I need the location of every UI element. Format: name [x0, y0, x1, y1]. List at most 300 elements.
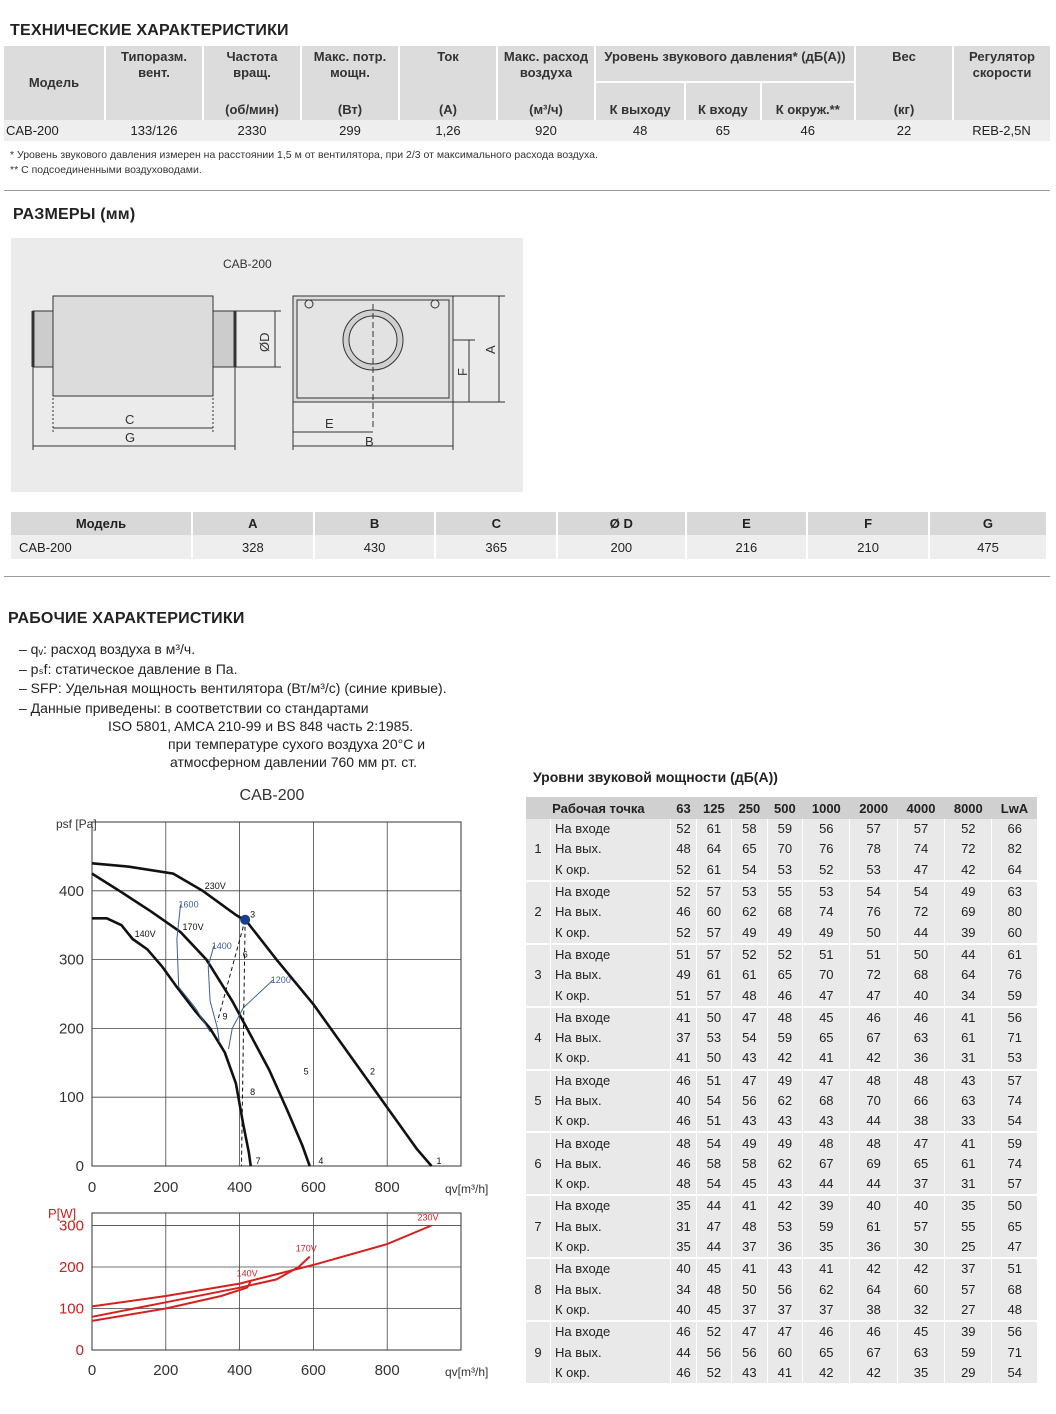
- table-row: [526, 1048, 1037, 1069]
- row-label: К окр.: [551, 860, 671, 881]
- spec-noise-out: 48: [595, 120, 685, 141]
- series-label: 140V: [134, 928, 156, 939]
- spec-h-weight: Вес: [855, 46, 953, 82]
- sound-value: 54: [732, 860, 768, 881]
- spec-h-current-unit: (А): [399, 82, 497, 120]
- sound-value: 40: [850, 1195, 897, 1216]
- spec-h-model: Модель: [4, 46, 105, 120]
- spec-h-size-unit: [105, 82, 203, 120]
- sound-value: 50: [732, 1280, 768, 1300]
- sound-value: 44: [850, 1174, 897, 1195]
- row-label: На входе: [551, 1132, 671, 1153]
- point-label: 5: [303, 1066, 309, 1077]
- perf-standards: ISO 5801, AMCA 210-99 и BS 848 часть 2:1985.: [108, 718, 414, 734]
- sound-value: 49: [732, 1132, 768, 1153]
- table-row: [526, 839, 1037, 859]
- spec-h-size: Типоразм. вент.: [105, 46, 203, 82]
- point-label: 1: [436, 1156, 442, 1166]
- spec-h-current: Ток: [399, 46, 497, 82]
- dim-h-2: B: [314, 512, 436, 535]
- x-axis-label: qv[m³/h]: [445, 1365, 489, 1379]
- row-label: На входе: [551, 1007, 671, 1028]
- x-tick-label: 0: [87, 1179, 97, 1196]
- sound-value: 57: [696, 985, 732, 1006]
- dim-letter-d: ØD: [257, 332, 272, 352]
- row-label: На входе: [551, 944, 671, 965]
- sound-value: 58: [732, 1154, 768, 1174]
- sound-value: 82: [992, 839, 1037, 859]
- row-label: На входе: [551, 1258, 671, 1279]
- table-row: [526, 1321, 1037, 1342]
- perf-line-1: – pₛf: статическое давление в Па.: [19, 660, 238, 677]
- row-label: На вых.: [551, 1154, 671, 1174]
- sound-value: 57: [945, 1280, 992, 1300]
- sound-header-8: 8000: [945, 797, 992, 819]
- sound-value: 48: [732, 985, 768, 1006]
- sound-value: 72: [945, 839, 992, 859]
- sound-value: 47: [696, 1217, 732, 1237]
- sound-value: 64: [696, 839, 732, 859]
- sound-value: 47: [767, 1321, 803, 1342]
- sound-value: 52: [696, 1321, 732, 1342]
- sound-value: 66: [992, 819, 1037, 839]
- operating-point: 7: [526, 1195, 551, 1258]
- dim-h-5: E: [686, 512, 808, 535]
- sound-value: 34: [671, 1280, 696, 1300]
- sound-value: 74: [897, 839, 944, 859]
- sound-value: 43: [732, 1111, 768, 1132]
- sound-value: 52: [803, 860, 850, 881]
- row-label: К окр.: [551, 1048, 671, 1069]
- dim-v-3: 365: [435, 535, 557, 559]
- x-tick-label: 400: [227, 1179, 253, 1196]
- y-tick-label: 300: [58, 1217, 84, 1235]
- sound-value: 71: [992, 1342, 1037, 1362]
- sound-value: 35: [945, 1195, 992, 1216]
- sound-value: 53: [850, 860, 897, 881]
- sound-value: 41: [945, 1132, 992, 1153]
- spec-size: 133/126: [105, 120, 203, 141]
- row-label: На вых.: [551, 902, 671, 922]
- sound-value: 47: [732, 1007, 768, 1028]
- y-tick-label: 0: [75, 1158, 84, 1175]
- perf-cond-2: атмосферном давлении 760 мм рт. ст.: [170, 754, 417, 770]
- sound-value: 67: [850, 1342, 897, 1362]
- sound-value: 41: [767, 1363, 803, 1384]
- sound-header-3: 250: [732, 797, 768, 819]
- sound-value: 76: [992, 965, 1037, 985]
- row-label: К окр.: [551, 1300, 671, 1321]
- sound-value: 54: [850, 881, 897, 902]
- operating-point: 2: [526, 881, 551, 944]
- sound-value: 44: [696, 1195, 732, 1216]
- sound-value: 63: [945, 1091, 992, 1111]
- sound-value: 57: [696, 944, 732, 965]
- sound-value: 43: [732, 1363, 768, 1384]
- dim-h-0: Модель: [11, 512, 192, 535]
- dim-letter-g: G: [125, 430, 136, 445]
- x-tick-label: 600: [300, 1179, 326, 1196]
- sound-value: 64: [992, 860, 1037, 881]
- sound-value: 56: [803, 819, 850, 839]
- sound-value: 55: [945, 1217, 992, 1237]
- sound-value: 57: [897, 1217, 944, 1237]
- operating-point: 5: [526, 1070, 551, 1133]
- table-row: [526, 985, 1037, 1006]
- sound-value: 70: [850, 1091, 897, 1111]
- spec-weight: 22: [855, 120, 953, 141]
- operating-point: 4: [526, 1007, 551, 1070]
- spec-h-regulator: Регулятор скорости: [953, 46, 1050, 120]
- row-label: На входе: [551, 1195, 671, 1216]
- sound-value: 43: [803, 1111, 850, 1132]
- sound-value: 47: [897, 1132, 944, 1153]
- x-tick-label: 0: [87, 1362, 97, 1379]
- sound-value: 54: [696, 1174, 732, 1195]
- x-tick-label: 200: [153, 1362, 179, 1379]
- sound-value: 50: [897, 944, 944, 965]
- spec-h-noise-env: К окруж.**: [761, 82, 856, 120]
- spec-model: CAB-200: [4, 120, 105, 141]
- sound-value: 25: [945, 1237, 992, 1258]
- sound-value: 48: [850, 1070, 897, 1091]
- y-axis-label: psf [Pa]: [56, 817, 97, 831]
- sound-value: 37: [767, 1300, 803, 1321]
- sound-value: 52: [671, 881, 696, 902]
- sound-value: 52: [671, 860, 696, 881]
- sound-value: 38: [897, 1111, 944, 1132]
- sound-value: 46: [897, 1007, 944, 1028]
- sound-value: 46: [671, 1321, 696, 1342]
- table-row: [526, 944, 1037, 965]
- sound-value: 57: [850, 819, 897, 839]
- x-tick-label: 600: [300, 1362, 326, 1379]
- sound-value: 46: [850, 1321, 897, 1342]
- sound-value: 68: [803, 1091, 850, 1111]
- series-label: 170V: [182, 922, 204, 933]
- sound-value: 57: [696, 881, 732, 902]
- table-row: [526, 1300, 1037, 1321]
- sound-value: 67: [850, 1028, 897, 1048]
- row-label: На вых.: [551, 1280, 671, 1300]
- sound-value: 47: [897, 860, 944, 881]
- sound-value: 53: [992, 1048, 1037, 1069]
- series-label: 170V: [295, 1243, 317, 1254]
- sound-value: 61: [696, 965, 732, 985]
- sound-value: 53: [767, 1217, 803, 1237]
- table-row: [526, 860, 1037, 881]
- perf-line-0: – qᵥ: расход воздуха в м³/ч.: [19, 641, 196, 657]
- sound-value: 41: [803, 1258, 850, 1279]
- sound-value: 48: [671, 1174, 696, 1195]
- sound-value: 53: [732, 881, 768, 902]
- row-label: На вых.: [551, 1217, 671, 1237]
- sound-value: 35: [671, 1195, 696, 1216]
- sound-value: 46: [767, 985, 803, 1006]
- sound-value: 35: [671, 1237, 696, 1258]
- sound-value: 45: [696, 1258, 732, 1279]
- table-row: [526, 1237, 1037, 1258]
- plot-frame: [92, 1213, 461, 1350]
- sound-value: 37: [732, 1237, 768, 1258]
- sound-value: 46: [671, 1363, 696, 1384]
- spec-h-noise-in: К входу: [685, 82, 760, 120]
- row-label: К окр.: [551, 1174, 671, 1195]
- sound-value: 61: [992, 944, 1037, 965]
- sound-value: 59: [945, 1342, 992, 1362]
- row-label: На вых.: [551, 965, 671, 985]
- sound-value: 72: [897, 902, 944, 922]
- pressure-curve: [92, 863, 432, 1166]
- sound-value: 62: [803, 1280, 850, 1300]
- dim-h-6: F: [807, 512, 929, 535]
- sound-value: 65: [897, 1154, 944, 1174]
- series-label: 230V: [204, 880, 226, 891]
- sound-value: 40: [671, 1300, 696, 1321]
- operating-point-marker: [240, 915, 250, 925]
- sound-value: 39: [945, 1321, 992, 1342]
- dim-v-4: 200: [557, 535, 685, 559]
- sound-value: 54: [897, 881, 944, 902]
- sound-value: 70: [803, 965, 850, 985]
- dim-letter-c: C: [125, 412, 135, 427]
- sound-value: 54: [732, 1028, 768, 1048]
- sound-value: 41: [671, 1048, 696, 1069]
- y-tick-label: 100: [58, 1300, 84, 1318]
- dim-letter-e: E: [325, 416, 334, 431]
- sound-value: 48: [897, 1070, 944, 1091]
- table-row: [526, 965, 1037, 985]
- sound-value: 65: [803, 1028, 850, 1048]
- row-label: На вых.: [551, 1342, 671, 1362]
- x-tick-label: 200: [153, 1179, 179, 1196]
- table-row: [526, 1111, 1037, 1132]
- chart-title: CAB-200: [239, 787, 305, 804]
- table-row: [526, 1007, 1037, 1028]
- sound-value: 42: [945, 860, 992, 881]
- divider: [4, 576, 1050, 577]
- sound-value: 62: [767, 1091, 803, 1111]
- row-label: На вых.: [551, 1091, 671, 1111]
- sound-value: 44: [850, 1111, 897, 1132]
- x-tick-label: 400: [227, 1362, 253, 1379]
- sound-header-0: Рабочая точка: [526, 797, 671, 819]
- sound-value: 51: [671, 944, 696, 965]
- performance-notes: [19, 640, 447, 771]
- series-label: 140V: [236, 1268, 258, 1279]
- table-row: [526, 1280, 1037, 1300]
- sound-value: 48: [850, 1132, 897, 1153]
- sound-value: 54: [696, 1132, 732, 1153]
- sound-value: 44: [945, 944, 992, 965]
- sound-value: 57: [992, 1070, 1037, 1091]
- dimension-drawing: [11, 238, 523, 492]
- sound-value: 58: [732, 819, 768, 839]
- sound-value: 50: [696, 1007, 732, 1028]
- sound-value: 39: [803, 1195, 850, 1216]
- sound-value: 47: [850, 985, 897, 1006]
- sound-value: 48: [767, 1007, 803, 1028]
- sound-value: 68: [767, 902, 803, 922]
- table-row: [526, 1363, 1037, 1384]
- operating-point: 9: [526, 1321, 551, 1384]
- divider: [4, 190, 1050, 191]
- sound-value: 37: [897, 1174, 944, 1195]
- sound-value: 49: [767, 1070, 803, 1091]
- row-label: К окр.: [551, 922, 671, 943]
- sound-title: Уровни звуковой мощности (дБ(А)): [533, 769, 778, 785]
- sound-value: 69: [945, 902, 992, 922]
- sound-value: 52: [767, 944, 803, 965]
- row-label: На вых.: [551, 839, 671, 859]
- table-row: [526, 1174, 1037, 1195]
- sound-value: 45: [732, 1174, 768, 1195]
- sound-value: 65: [803, 1342, 850, 1362]
- spec-h-speed-unit: (об/мин): [203, 82, 301, 120]
- sound-value: 38: [850, 1300, 897, 1321]
- sound-value: 51: [696, 1111, 732, 1132]
- sound-value: 41: [732, 1258, 768, 1279]
- performance-charts: [0, 780, 520, 1400]
- sound-value: 64: [850, 1280, 897, 1300]
- series-label: 230V: [417, 1212, 439, 1223]
- sound-value: 43: [732, 1048, 768, 1069]
- sound-value: 33: [945, 1111, 992, 1132]
- sound-value: 48: [803, 1132, 850, 1153]
- sfp-label: 1200: [270, 975, 291, 986]
- sound-value: 44: [696, 1237, 732, 1258]
- sound-value: 67: [803, 1154, 850, 1174]
- sound-value: 74: [992, 1154, 1037, 1174]
- y-tick-label: 300: [58, 951, 84, 969]
- sound-value: 61: [945, 1154, 992, 1174]
- sound-value: 58: [696, 1154, 732, 1174]
- table-row: [526, 1091, 1037, 1111]
- dim-h-3: C: [435, 512, 557, 535]
- point-label: 2: [370, 1066, 376, 1077]
- sound-value: 43: [767, 1174, 803, 1195]
- sound-value: 61: [732, 965, 768, 985]
- row-label: На входе: [551, 1070, 671, 1091]
- y-tick-label: 400: [58, 882, 84, 900]
- sound-value: 43: [767, 1258, 803, 1279]
- perf-line-3: – Данные приведены: в соответствии со стандартами: [19, 699, 369, 716]
- sound-value: 65: [732, 839, 768, 859]
- sound-header-7: 4000: [897, 797, 944, 819]
- row-label: На входе: [551, 881, 671, 902]
- sound-value: 40: [671, 1258, 696, 1279]
- point-label: 9: [222, 1011, 228, 1022]
- sound-value: 80: [992, 902, 1037, 922]
- sound-value: 39: [945, 922, 992, 943]
- sound-value: 47: [803, 985, 850, 1006]
- sfp-label: 1600: [178, 899, 199, 910]
- sound-value: 42: [767, 1048, 803, 1069]
- sound-value: 31: [945, 1048, 992, 1069]
- sound-value: 68: [897, 965, 944, 985]
- sound-value: 59: [992, 985, 1037, 1006]
- table-row: [526, 1342, 1037, 1362]
- table-row: [526, 819, 1037, 839]
- sound-value: 48: [732, 1217, 768, 1237]
- sound-value: 52: [671, 922, 696, 943]
- power-curve: [92, 1226, 432, 1307]
- y-axis-label: P[W]: [48, 1206, 77, 1221]
- sound-value: 47: [803, 1070, 850, 1091]
- sound-value: 72: [850, 965, 897, 985]
- spec-airflow: 920: [497, 120, 595, 141]
- sound-value: 52: [696, 1363, 732, 1384]
- sound-header-6: 2000: [850, 797, 897, 819]
- drawing-label: CAB-200: [223, 257, 272, 271]
- sound-value: 56: [992, 1321, 1037, 1342]
- sound-value: 46: [671, 902, 696, 922]
- sound-value: 32: [897, 1300, 944, 1321]
- table-row: [526, 1132, 1037, 1153]
- sound-value: 37: [671, 1028, 696, 1048]
- sound-value: 57: [992, 1174, 1037, 1195]
- sound-value: 60: [767, 1342, 803, 1362]
- sound-value: 78: [850, 839, 897, 859]
- sound-value: 76: [803, 839, 850, 859]
- sound-value: 49: [803, 922, 850, 943]
- sound-value: 60: [897, 1280, 944, 1300]
- sound-value: 46: [850, 1007, 897, 1028]
- sound-value: 59: [992, 1132, 1037, 1153]
- sound-value: 74: [992, 1091, 1037, 1111]
- row-label: К окр.: [551, 985, 671, 1006]
- table-row: [526, 922, 1037, 943]
- sound-value: 61: [850, 1217, 897, 1237]
- sound-value: 52: [671, 819, 696, 839]
- sound-value: 49: [671, 965, 696, 985]
- sound-value: 56: [732, 1342, 768, 1362]
- dim-v-6: 210: [807, 535, 929, 559]
- sound-value: 50: [696, 1048, 732, 1069]
- row-label: К окр.: [551, 1111, 671, 1132]
- sound-value: 36: [767, 1237, 803, 1258]
- performance-title: РАБОЧИЕ ХАРАКТЕРИСТИКИ: [8, 610, 245, 627]
- sound-value: 43: [767, 1111, 803, 1132]
- sound-value: 30: [897, 1237, 944, 1258]
- side-view: [33, 296, 281, 450]
- sound-table: [526, 797, 1037, 1385]
- pressure-curve: [92, 918, 251, 1166]
- sound-value: 51: [992, 1258, 1037, 1279]
- sound-value: 61: [945, 1028, 992, 1048]
- row-label: К окр.: [551, 1363, 671, 1384]
- table-row: [526, 902, 1037, 922]
- spec-current: 1,26: [399, 120, 497, 141]
- sound-value: 41: [803, 1048, 850, 1069]
- sound-value: 27: [945, 1300, 992, 1321]
- sound-value: 65: [992, 1217, 1037, 1237]
- spec-h-airflow-unit: (м³/ч): [497, 82, 595, 120]
- table-row: [526, 1070, 1037, 1091]
- x-axis-label: qv[m³/h]: [445, 1182, 489, 1196]
- power-curve: [92, 1257, 310, 1317]
- spec-noise-in: 65: [685, 120, 760, 141]
- dim-v-5: 216: [686, 535, 808, 559]
- perf-cond-1: при температуре сухого воздуха 20°С и: [168, 736, 426, 752]
- dim-v-0: CAB-200: [11, 535, 192, 559]
- sound-value: 57: [696, 922, 732, 943]
- table-row: [526, 1028, 1037, 1048]
- sound-value: 35: [897, 1363, 944, 1384]
- sound-value: 31: [945, 1174, 992, 1195]
- sound-value: 45: [696, 1300, 732, 1321]
- operating-point: 6: [526, 1132, 551, 1195]
